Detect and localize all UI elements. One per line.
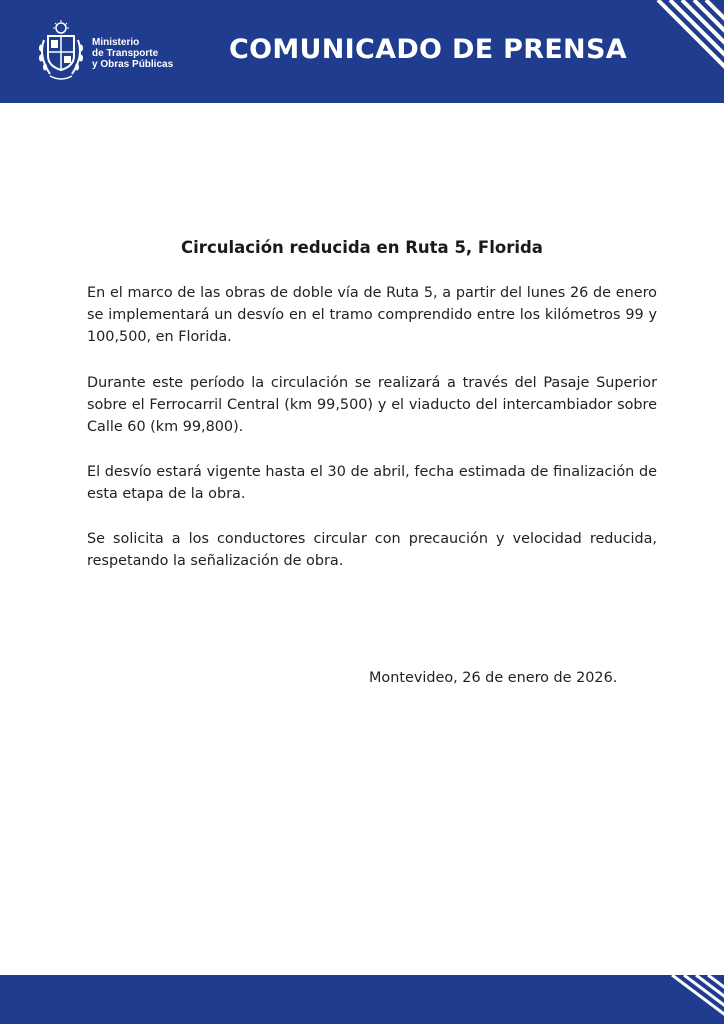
press-release-title: COMUNICADO DE PRENSA bbox=[229, 34, 627, 65]
coat-of-arms-icon bbox=[36, 20, 86, 82]
ministry-name bbox=[92, 37, 173, 70]
ministry-line-3: y Obras Públicas bbox=[92, 59, 174, 70]
header-banner bbox=[0, 0, 724, 103]
document-title: Circulación reducida en Ruta 5, Florida bbox=[181, 238, 543, 257]
signature-date: Montevideo, 26 de enero de 2026. bbox=[369, 670, 618, 686]
footer-banner bbox=[0, 975, 724, 1024]
ministry-line-1: Ministerio bbox=[92, 37, 140, 48]
decorative-stripes-bottom bbox=[664, 975, 724, 1024]
paragraph-2: Durante este período la circulación se realizará a través del Pasaje Superior sobre el Ferrocarril Central (km 99,500) y el viaducto del intercambiador sobre Calle 60 (km 99,800). bbox=[87, 375, 657, 435]
ministry-line-2: de Transporte bbox=[92, 48, 159, 59]
paragraph-1: En el marco de las obras de doble vía de Ruta 5, a partir del lunes 26 de enero se implementará un desvío en el tramo comprendido entre los kilómetros 99 y 100,500, en Florida. bbox=[87, 285, 657, 345]
paragraph-3: El desvío estará vigente hasta el 30 de abril, fecha estimada de finalización de esta etapa de la obra. bbox=[87, 464, 657, 502]
paragraph-4: Se solicita a los conductores circular con precaución y velocidad reducida, respetando la señalización de obra. bbox=[87, 531, 657, 569]
decorative-stripes-top bbox=[644, 0, 724, 70]
